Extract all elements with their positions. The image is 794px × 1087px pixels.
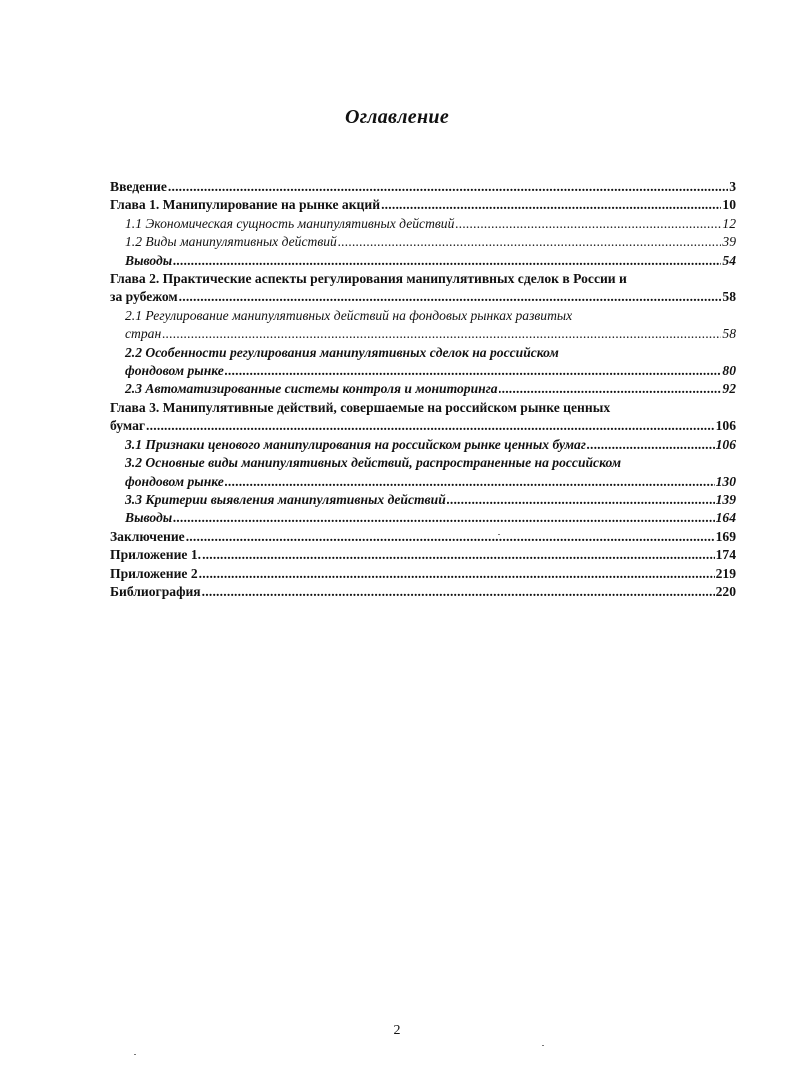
- toc-entry: [110, 196, 736, 214]
- toc-entry: [110, 344, 736, 381]
- toc-page-number: 12: [722, 215, 736, 231]
- toc-entry-title: стран: [125, 326, 162, 342]
- toc-dot-leader: [338, 233, 722, 251]
- toc-entry: [110, 399, 736, 436]
- toc-page-number: 80: [722, 363, 736, 379]
- toc-dot-leader: [447, 491, 715, 509]
- toc-page-number: 10: [722, 197, 736, 213]
- toc-page-number: 130: [715, 473, 736, 489]
- toc-page-number: 174: [715, 547, 736, 563]
- toc-entry-title-line: 3.2 Основные виды манипулятивных действий, распространенные на российском: [125, 455, 622, 471]
- toc-page-number: 58: [722, 326, 736, 342]
- toc-dot-leader: [186, 528, 715, 546]
- toc-page-number: 106: [715, 436, 736, 452]
- toc-dot-leader: [146, 417, 715, 435]
- toc-page-number: 92: [722, 381, 736, 397]
- toc-entry-title-line: 2.1 Регулирование манипулятивных действий на фондовых рынках развитых: [125, 307, 573, 323]
- toc-dot-leader: [202, 583, 715, 601]
- toc-entry-title: 3.3 Критерии выявления манипулятивных действий: [125, 491, 446, 507]
- toc-entry-title: Приложение 1.: [110, 547, 202, 563]
- scan-speck: [498, 534, 500, 535]
- toc-entry-title-line: Глава 3. Манипулятивные действий, совершаемые на российском рынке ценных: [110, 399, 611, 415]
- toc-entry: [110, 528, 736, 546]
- toc-page-number: 219: [715, 565, 736, 581]
- toc-dot-leader: [587, 436, 715, 454]
- toc-entry-title: 2.3 Автоматизированные системы контроля и мониторинга: [125, 381, 498, 397]
- toc-entry: [110, 509, 736, 527]
- toc-dot-leader: [168, 178, 728, 196]
- toc-entry: [110, 307, 736, 344]
- toc-entry-title-line: Глава 2. Практические аспекты регулирования манипулятивных сделок в России и: [110, 271, 627, 287]
- toc-dot-leader: [162, 325, 721, 343]
- toc-entry: [110, 565, 736, 583]
- document-title: Оглавление: [344, 106, 449, 128]
- toc-page-number: 54: [722, 252, 736, 268]
- toc-entry-title-line: 2.2 Особенности регулирования манипулятивных сделок на российском: [125, 344, 559, 360]
- toc-dot-leader: [499, 380, 722, 398]
- toc-entry: [110, 583, 736, 601]
- toc-entry-title: бумаг: [110, 418, 146, 434]
- toc-entry: [110, 491, 736, 509]
- toc-entry-title: 3.1 Признаки ценового манипулирования на российском рынке ценных бумаг: [125, 436, 586, 452]
- toc-entry: [110, 436, 736, 454]
- toc-dot-leader: [179, 288, 722, 306]
- scan-speck: [542, 1045, 544, 1046]
- table-of-contents: [110, 178, 736, 601]
- toc-entry-title: Выводы: [125, 510, 173, 526]
- toc-entry-title: за рубежом: [110, 289, 178, 305]
- toc-entry-title: 1.1 Экономическая сущность манипулятивных действий: [125, 215, 455, 231]
- toc-entry: [110, 270, 736, 307]
- toc-entry: [110, 454, 736, 491]
- toc-entry-title: Выводы: [125, 252, 173, 268]
- toc-entry-title: фондовом рынке: [125, 363, 224, 379]
- toc-page-number: 139: [715, 491, 736, 507]
- scan-speck: [134, 1054, 136, 1055]
- toc-dot-leader: [455, 215, 721, 233]
- toc-entry: [110, 233, 736, 251]
- toc-entry-title: Глава 1. Манипулирование на рынке акций: [110, 197, 381, 213]
- toc-entry-title: Введение: [110, 179, 167, 194]
- toc-entry-title: Приложение 2: [110, 565, 198, 581]
- toc-entry-title: 1.2 Виды манипулятивных действий: [125, 234, 337, 250]
- toc-entry: [110, 215, 736, 233]
- toc-page-number: 106: [715, 418, 736, 434]
- page-number: 2: [393, 1023, 401, 1038]
- toc-dot-leader: [225, 362, 722, 380]
- toc-dot-leader: [173, 252, 721, 270]
- toc-page-number: 164: [715, 510, 736, 526]
- toc-page-number: 39: [722, 234, 736, 250]
- toc-dot-leader: [381, 196, 721, 214]
- toc-entry: [110, 380, 736, 398]
- toc-entry-title: Библиография: [110, 583, 201, 599]
- toc-page-number: 169: [715, 528, 736, 544]
- toc-entry-title: фондовом рынке: [125, 473, 224, 489]
- toc-dot-leader: [173, 509, 714, 527]
- toc-entry: [110, 252, 736, 270]
- toc-entry-title: Заключение: [110, 528, 185, 544]
- toc-page-number: 58: [722, 289, 736, 305]
- toc-dot-leader: [199, 565, 715, 583]
- toc-dot-leader: [202, 546, 715, 564]
- toc-dot-leader: [225, 473, 715, 491]
- toc-page-number: 220: [715, 583, 736, 599]
- toc-entry: [110, 546, 736, 564]
- toc-entry: [110, 178, 736, 196]
- toc-page-number: 3: [729, 179, 736, 194]
